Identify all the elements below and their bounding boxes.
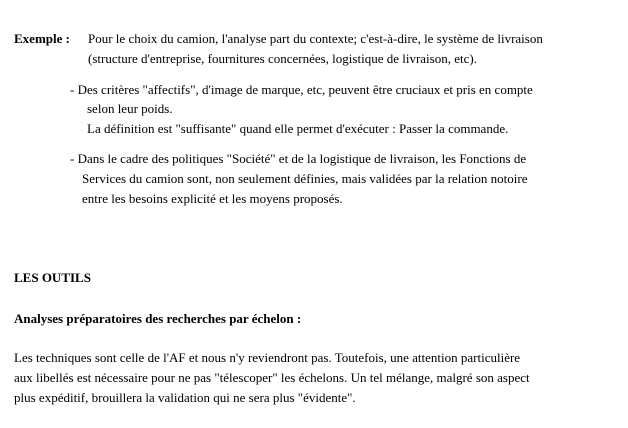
bullet-2-line-1: - Dans le cadre des politiques "Société" et de la logistique de livraison, les Fonctions de: [70, 151, 527, 166]
section-title: LES OUTILS: [14, 270, 91, 285]
bullet-2-line-3: entre les besoins explicité et les moyens proposés.: [82, 191, 343, 206]
bullet-1-line-1: - Des critères "affectifs", d'image de marque, etc, peuvent être cruciaux et pris en compte: [70, 82, 533, 97]
example-line-1: Pour le choix du camion, l'analyse part du contexte; c'est-à-dire, le système de livraison: [88, 31, 543, 46]
paragraph-line-3: plus expéditif, brouillera la validation qui ne sera plus "évidente".: [14, 390, 356, 405]
section-subtitle: Analyses préparatoires des recherches par échelon :: [14, 311, 302, 326]
bullet-2-line-2: Services du camion sont, non seulement définies, mais validées par la relation notoire: [82, 171, 528, 186]
example-line-2: (structure d'entreprise, fournitures concernées, logistique de livraison, etc).: [88, 51, 477, 66]
paragraph-line-1: Les techniques sont celle de l'AF et nous n'y reviendront pas. Toutefois, une attention particulière: [14, 350, 521, 365]
bullet-1-line-2: selon leur poids.: [87, 101, 173, 116]
paragraph-line-2: aux libellés est nécessaire pour ne pas "télescoper" les échelons. Un tel mélange, malgré son aspect: [14, 370, 530, 385]
bullet-1-line-3: La définition est "suffisante" quand elle permet d'exécuter : Passer la commande.: [87, 121, 509, 136]
example-label: Exemple :: [14, 31, 70, 46]
